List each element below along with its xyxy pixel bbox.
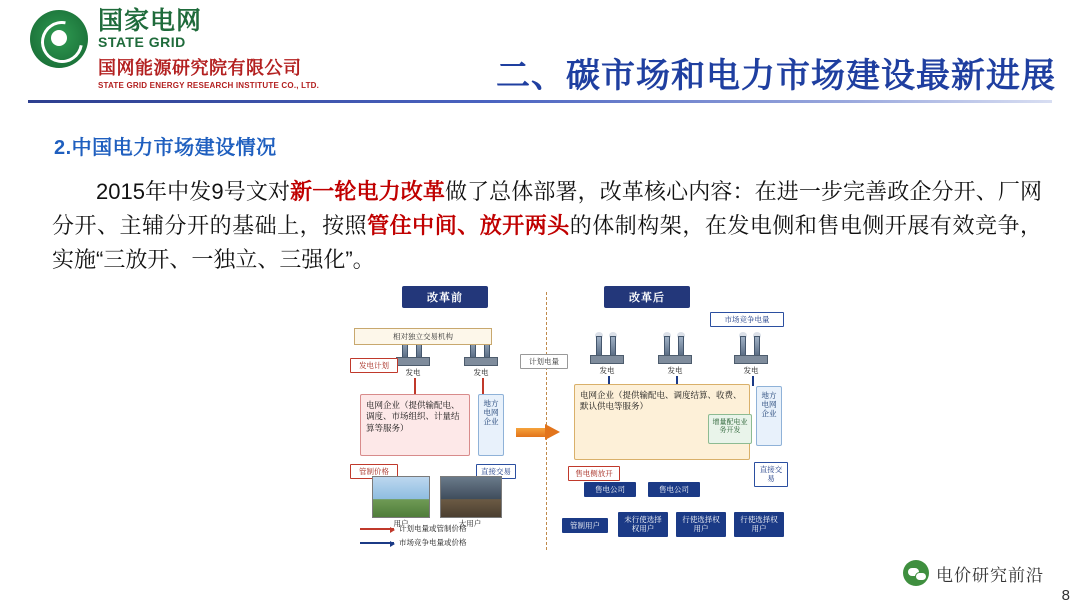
diagram-caption-before: 改革前 xyxy=(402,286,488,308)
tag-direct-trade-left: 直接交易 xyxy=(476,464,516,479)
body-paragraph xyxy=(52,175,1042,277)
connector-line xyxy=(608,376,610,384)
plant-label: 发电 xyxy=(405,368,421,377)
connector-line xyxy=(482,378,484,394)
tag-choosing-user-2: 行使选择权用户 xyxy=(734,512,784,537)
highlight-new-reform: 新一轮电力改革 xyxy=(290,179,445,204)
plant-label: 发电 xyxy=(473,368,489,377)
tag-planned-power: 计划电量 xyxy=(520,354,568,369)
diagram-center-divider xyxy=(546,292,547,550)
tag-retail-side-open: 售电侧放开 xyxy=(568,466,620,481)
brand-name-en: STATE GRID xyxy=(98,34,186,51)
connector-line xyxy=(676,376,678,384)
tag-regulated-user: 管制用户 xyxy=(562,518,608,533)
tag-direct-trade-right: 直接交易 xyxy=(754,462,788,487)
institute-name-en: STATE GRID ENERGY RESEARCH INSTITUTE CO., LTD. xyxy=(98,81,320,91)
legend-row-blue xyxy=(360,536,467,550)
brand-name-cn: 国家电网 xyxy=(98,7,203,35)
legend-label-blue: 市场竞争电量或价格 xyxy=(399,538,467,547)
paragraph-part-3: 的体制构架，在发电侧和售电侧开展有效竞争，实施“三放开、一独立、三强化”。 xyxy=(52,213,1042,272)
wechat-icon xyxy=(903,560,929,586)
header-divider xyxy=(28,100,1052,103)
power-plant-icon xyxy=(658,334,692,364)
tag-regulated-price: 管制价格 xyxy=(350,464,398,479)
legend-row-red xyxy=(360,522,467,536)
incremental-distribution-business: 增量配电业务开发 xyxy=(708,414,752,444)
grid-enterprise-before: 电网企业（提供输配电、调度、市场组织、计量结算等服务） xyxy=(360,394,470,456)
highlight-middle-control: 管住中间、放开两头 xyxy=(367,213,570,238)
institute-name-cn: 国网能源研究院有限公司 xyxy=(98,58,302,79)
tag-market-competitive-power: 市场竞争电量 xyxy=(710,312,784,327)
diagram-legend xyxy=(360,522,467,550)
local-grid-enterprise-before: 地方电网企业 xyxy=(478,394,504,456)
local-grid-enterprise-after: 地方电网企业 xyxy=(756,386,782,446)
paragraph-part-2: 做了总体部署，改革核心内容：在进一步完善政企分开、厂网分开、主辅分开的基础上，按照 xyxy=(52,179,1042,238)
tag-choosing-user-1: 行使选择权用户 xyxy=(676,512,726,537)
slide-header xyxy=(0,0,1080,104)
independent-trading-institution: 相对独立交易机构 xyxy=(354,328,492,345)
legend-line-red-icon xyxy=(360,528,394,530)
watermark-label: 电价研究前沿 xyxy=(936,565,1044,585)
watermark xyxy=(903,560,1044,586)
brand-text xyxy=(98,8,319,90)
connector-line xyxy=(414,378,416,394)
photo-caption-user: 用户 xyxy=(393,519,409,528)
paragraph-part-1: 2015年中发9号文对 xyxy=(96,179,291,204)
photo-caption-large-user: 大用户 xyxy=(458,519,482,528)
legend-line-blue-icon xyxy=(360,542,394,544)
plant-label: 发电 xyxy=(667,366,683,375)
state-grid-logo-icon xyxy=(30,10,88,68)
brand-logo xyxy=(30,8,319,90)
diagram-caption-after: 改革后 xyxy=(604,286,690,308)
section-heading: 2.中国电力市场建设情况 xyxy=(54,137,277,159)
user-photo-industry xyxy=(440,476,502,518)
page-number: 8 xyxy=(1061,587,1070,604)
user-photo-city xyxy=(372,476,430,518)
retail-company-1: 售电公司 xyxy=(584,482,636,497)
plant-label: 发电 xyxy=(743,366,759,375)
reform-diagram xyxy=(336,286,814,566)
legend-label-red: 计划电量或管制价格 xyxy=(399,524,467,533)
power-plant-icon xyxy=(590,334,624,364)
plant-label: 发电 xyxy=(599,366,615,375)
grid-enterprise-after: 电网企业（提供输配电、调度结算、收费、默认供电等服务） xyxy=(574,384,750,460)
connector-line xyxy=(752,376,754,386)
tag-non-choosing-user: 未行使选择权用户 xyxy=(618,512,668,537)
power-plant-icon xyxy=(734,334,768,364)
retail-company-2: 售电公司 xyxy=(648,482,700,497)
reform-arrow-icon xyxy=(516,424,560,440)
page-title: 二、碳市场和电力市场建设最新进展 xyxy=(496,57,1056,95)
tag-generation-plan: 发电计划 xyxy=(350,358,398,373)
